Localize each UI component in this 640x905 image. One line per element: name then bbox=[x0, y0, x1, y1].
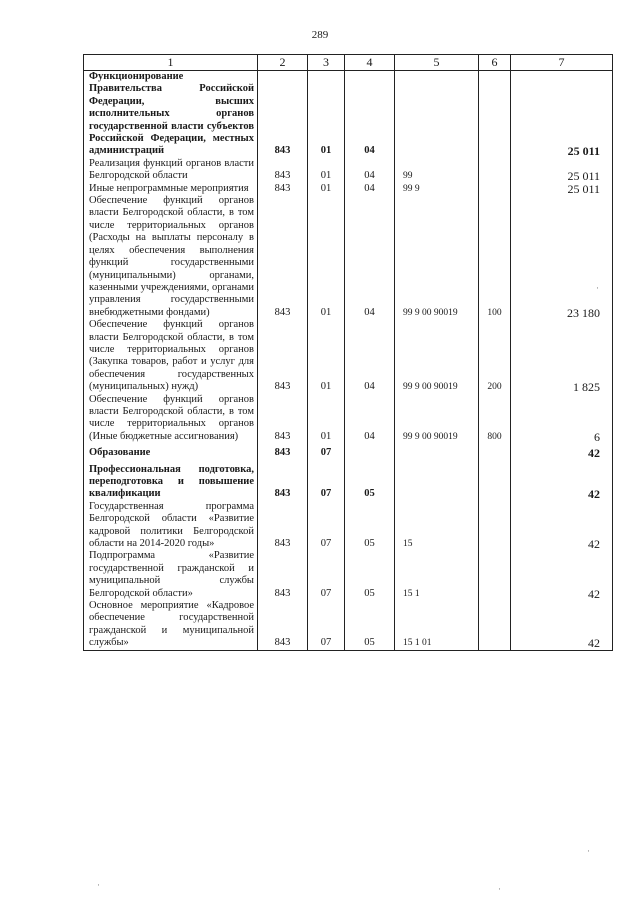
header-col-7: 7 bbox=[511, 55, 613, 71]
row-amount: 25 011 bbox=[511, 158, 613, 183]
row-code-6 bbox=[479, 183, 511, 195]
row-code-5 bbox=[395, 464, 479, 501]
row-code-3: 07 bbox=[308, 464, 345, 501]
header-col-4: 4 bbox=[345, 55, 395, 71]
table-row bbox=[84, 195, 613, 319]
row-amount: 6 bbox=[511, 394, 613, 444]
row-name: Государственная программа Белгородской области «Развитие кадровой политики Белгородской области на 2014-2020 годы» bbox=[84, 501, 258, 551]
row-code-3: 01 bbox=[308, 195, 345, 319]
row-code-4: 04 bbox=[345, 319, 395, 393]
row-amount: 23 180 bbox=[511, 195, 613, 319]
row-amount: 25 011 bbox=[511, 183, 613, 195]
row-code-5: 15 bbox=[395, 501, 479, 551]
row-code-2: 843 bbox=[258, 183, 308, 195]
row-code-2: 843 bbox=[258, 550, 308, 600]
row-code-2: 843 bbox=[258, 71, 308, 158]
row-code-4: 05 bbox=[345, 600, 395, 650]
scan-speck: · bbox=[596, 283, 599, 293]
row-amount: 42 bbox=[511, 464, 613, 501]
row-code-3: 01 bbox=[308, 158, 345, 183]
row-code-6 bbox=[479, 447, 511, 459]
row-code-2: 843 bbox=[258, 447, 308, 459]
row-code-6 bbox=[479, 600, 511, 650]
row-code-4: 04 bbox=[345, 71, 395, 158]
page-number: 289 bbox=[311, 29, 329, 41]
row-code-5: 99 9 bbox=[395, 183, 479, 195]
row-code-3: 01 bbox=[308, 71, 345, 158]
row-code-5: 15 1 01 bbox=[395, 600, 479, 650]
row-code-4: 04 bbox=[345, 195, 395, 319]
row-name: Обеспечение функций органов власти Белгородской области, в том числе территориальных органов (Закупка товаров, работ и услуг для обеспечения государственных (муниципальных) нужд) bbox=[84, 319, 258, 393]
row-code-5 bbox=[395, 71, 479, 158]
table-header-row bbox=[84, 55, 613, 71]
header-col-1: 1 bbox=[84, 55, 258, 71]
row-code-4: 05 bbox=[345, 464, 395, 501]
row-name: Профессиональная подготовка, переподготовка и повышение квалификации bbox=[84, 464, 258, 501]
row-code-4: 04 bbox=[345, 394, 395, 444]
header-col-5: 5 bbox=[395, 55, 479, 71]
row-code-6 bbox=[479, 158, 511, 183]
row-amount: 42 bbox=[511, 447, 613, 459]
row-code-4: 04 bbox=[345, 183, 395, 195]
row-code-2: 843 bbox=[258, 501, 308, 551]
table-row bbox=[84, 501, 613, 551]
row-code-5: 99 bbox=[395, 158, 479, 183]
row-code-2: 843 bbox=[258, 394, 308, 444]
row-code-3: 07 bbox=[308, 447, 345, 459]
scan-speck: · bbox=[498, 884, 501, 894]
row-name: Функционирование Правительства Российской Федерации, высших исполнительных органов государственной власти субъектов Российской Федерации, местных администраций bbox=[84, 71, 258, 158]
table-row bbox=[84, 394, 613, 444]
table-row bbox=[84, 447, 613, 459]
row-amount: 1 825 bbox=[511, 319, 613, 393]
row-code-6 bbox=[479, 501, 511, 551]
row-code-4: 04 bbox=[345, 158, 395, 183]
table-row bbox=[84, 71, 613, 158]
row-name: Подпрограмма «Развитие государственной гражданской и муниципальной службы Белгородской области» bbox=[84, 550, 258, 600]
row-code-5 bbox=[395, 447, 479, 459]
row-code-2: 843 bbox=[258, 158, 308, 183]
row-code-4: 05 bbox=[345, 550, 395, 600]
row-code-5: 99 9 00 90019 bbox=[395, 319, 479, 393]
row-amount: 42 bbox=[511, 600, 613, 650]
row-code-6: 100 bbox=[479, 195, 511, 319]
row-name: Основное мероприятие «Кадровое обеспечение государственной гражданской и муниципальной службы» bbox=[84, 600, 258, 650]
row-code-4 bbox=[345, 447, 395, 459]
row-code-5: 15 1 bbox=[395, 550, 479, 600]
row-amount: 25 011 bbox=[511, 71, 613, 158]
table-row bbox=[84, 319, 613, 393]
row-code-3: 01 bbox=[308, 319, 345, 393]
row-name: Иные непрограммные мероприятия bbox=[84, 183, 258, 195]
row-code-3: 07 bbox=[308, 550, 345, 600]
row-code-2: 843 bbox=[258, 195, 308, 319]
table-row bbox=[84, 464, 613, 501]
row-code-6 bbox=[479, 550, 511, 600]
row-amount: 42 bbox=[511, 550, 613, 600]
table-row bbox=[84, 600, 613, 650]
row-code-3: 01 bbox=[308, 394, 345, 444]
row-code-3: 07 bbox=[308, 501, 345, 551]
row-code-6 bbox=[479, 71, 511, 158]
row-code-3: 07 bbox=[308, 600, 345, 650]
table-row bbox=[84, 550, 613, 600]
row-name: Реализация функций органов власти Белгородской области bbox=[84, 158, 258, 183]
header-col-2: 2 bbox=[258, 55, 308, 71]
row-code-6: 200 bbox=[479, 319, 511, 393]
row-code-5: 99 9 00 90019 bbox=[395, 394, 479, 444]
row-code-5: 99 9 00 90019 bbox=[395, 195, 479, 319]
scan-speck: · bbox=[587, 846, 590, 856]
row-name: Обеспечение функций органов власти Белгородской области, в том числе территориальных органов (Иные бюджетные ассигнования) bbox=[84, 394, 258, 444]
row-code-4: 05 bbox=[345, 501, 395, 551]
scan-speck: · bbox=[97, 880, 100, 890]
row-code-2: 843 bbox=[258, 600, 308, 650]
row-code-6 bbox=[479, 464, 511, 501]
table-row bbox=[84, 158, 613, 183]
row-code-6: 800 bbox=[479, 394, 511, 444]
row-code-3: 01 bbox=[308, 183, 345, 195]
row-name: Образование bbox=[84, 447, 258, 459]
row-name: Обеспечение функций органов власти Белгородской области, в том числе территориальных органов (Расходы на выплаты персоналу в целях обеспечения выполнения функций государственными (муниципальными) органами, казенными учреждениями, органами управления государственными внебюджетными фондами) bbox=[84, 195, 258, 319]
row-code-2: 843 bbox=[258, 464, 308, 501]
budget-table bbox=[83, 54, 613, 651]
table-row bbox=[84, 183, 613, 195]
header-col-6: 6 bbox=[479, 55, 511, 71]
header-col-3: 3 bbox=[308, 55, 345, 71]
row-amount: 42 bbox=[511, 501, 613, 551]
row-code-2: 843 bbox=[258, 319, 308, 393]
